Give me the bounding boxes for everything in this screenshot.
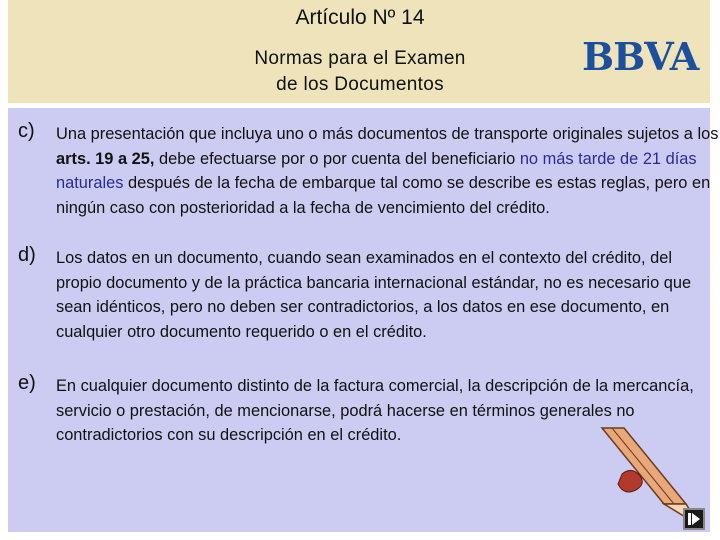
page-subtitle bbox=[200, 46, 520, 98]
item-text bbox=[56, 246, 720, 344]
pencil-body bbox=[602, 428, 686, 504]
item-text bbox=[56, 122, 720, 220]
pencil-line bbox=[612, 428, 674, 504]
item-letter: c) bbox=[18, 120, 35, 142]
subtitle-line-1: Normas para el Examen bbox=[254, 48, 466, 69]
item-letter: e) bbox=[18, 372, 36, 394]
item-text-highlight: no más tarde de 21 días naturales bbox=[56, 149, 697, 193]
item-text-part: Los datos en un documento, cuando sean examinados en el contexto del crédito, del propio documento y de la práctica bancaria internacional estándar, no es necesario que sean idénticos, pero no deben ser contradictorios, a los datos en ese documento, en cualquier otro documento requerido o en el crédito. bbox=[56, 249, 692, 341]
next-slide-button[interactable] bbox=[683, 508, 705, 530]
item-letter: d) bbox=[18, 244, 36, 266]
item-text-part: debe efectuarse por o por cuenta del beneficiario bbox=[154, 149, 520, 168]
next-slide-icon bbox=[685, 510, 703, 528]
item-text-part: después de la fecha de embarque tal como se describe es estas reglas, pero en ningún caso con posterioridad a la fecha de vencimiento del crédito. bbox=[56, 174, 711, 217]
subtitle-line-2: de los Documentos bbox=[276, 74, 444, 95]
page-title: Artículo Nº 14 bbox=[295, 6, 425, 29]
item-text-part: Una presentación que incluya uno o más documentos de transporte originales sujetos a los bbox=[56, 125, 719, 143]
item-text-part: En cualquier documento distinto de la factura comercial, la descripción de la mercancía, servicio o prestación, de mencionarse, podrá hacerse en términos generales no contradictorios con su descripción en el crédito. bbox=[56, 377, 694, 445]
item-text-bold: arts. 19 a 25, bbox=[56, 149, 155, 168]
bbva-logo: BBVA bbox=[582, 34, 699, 79]
